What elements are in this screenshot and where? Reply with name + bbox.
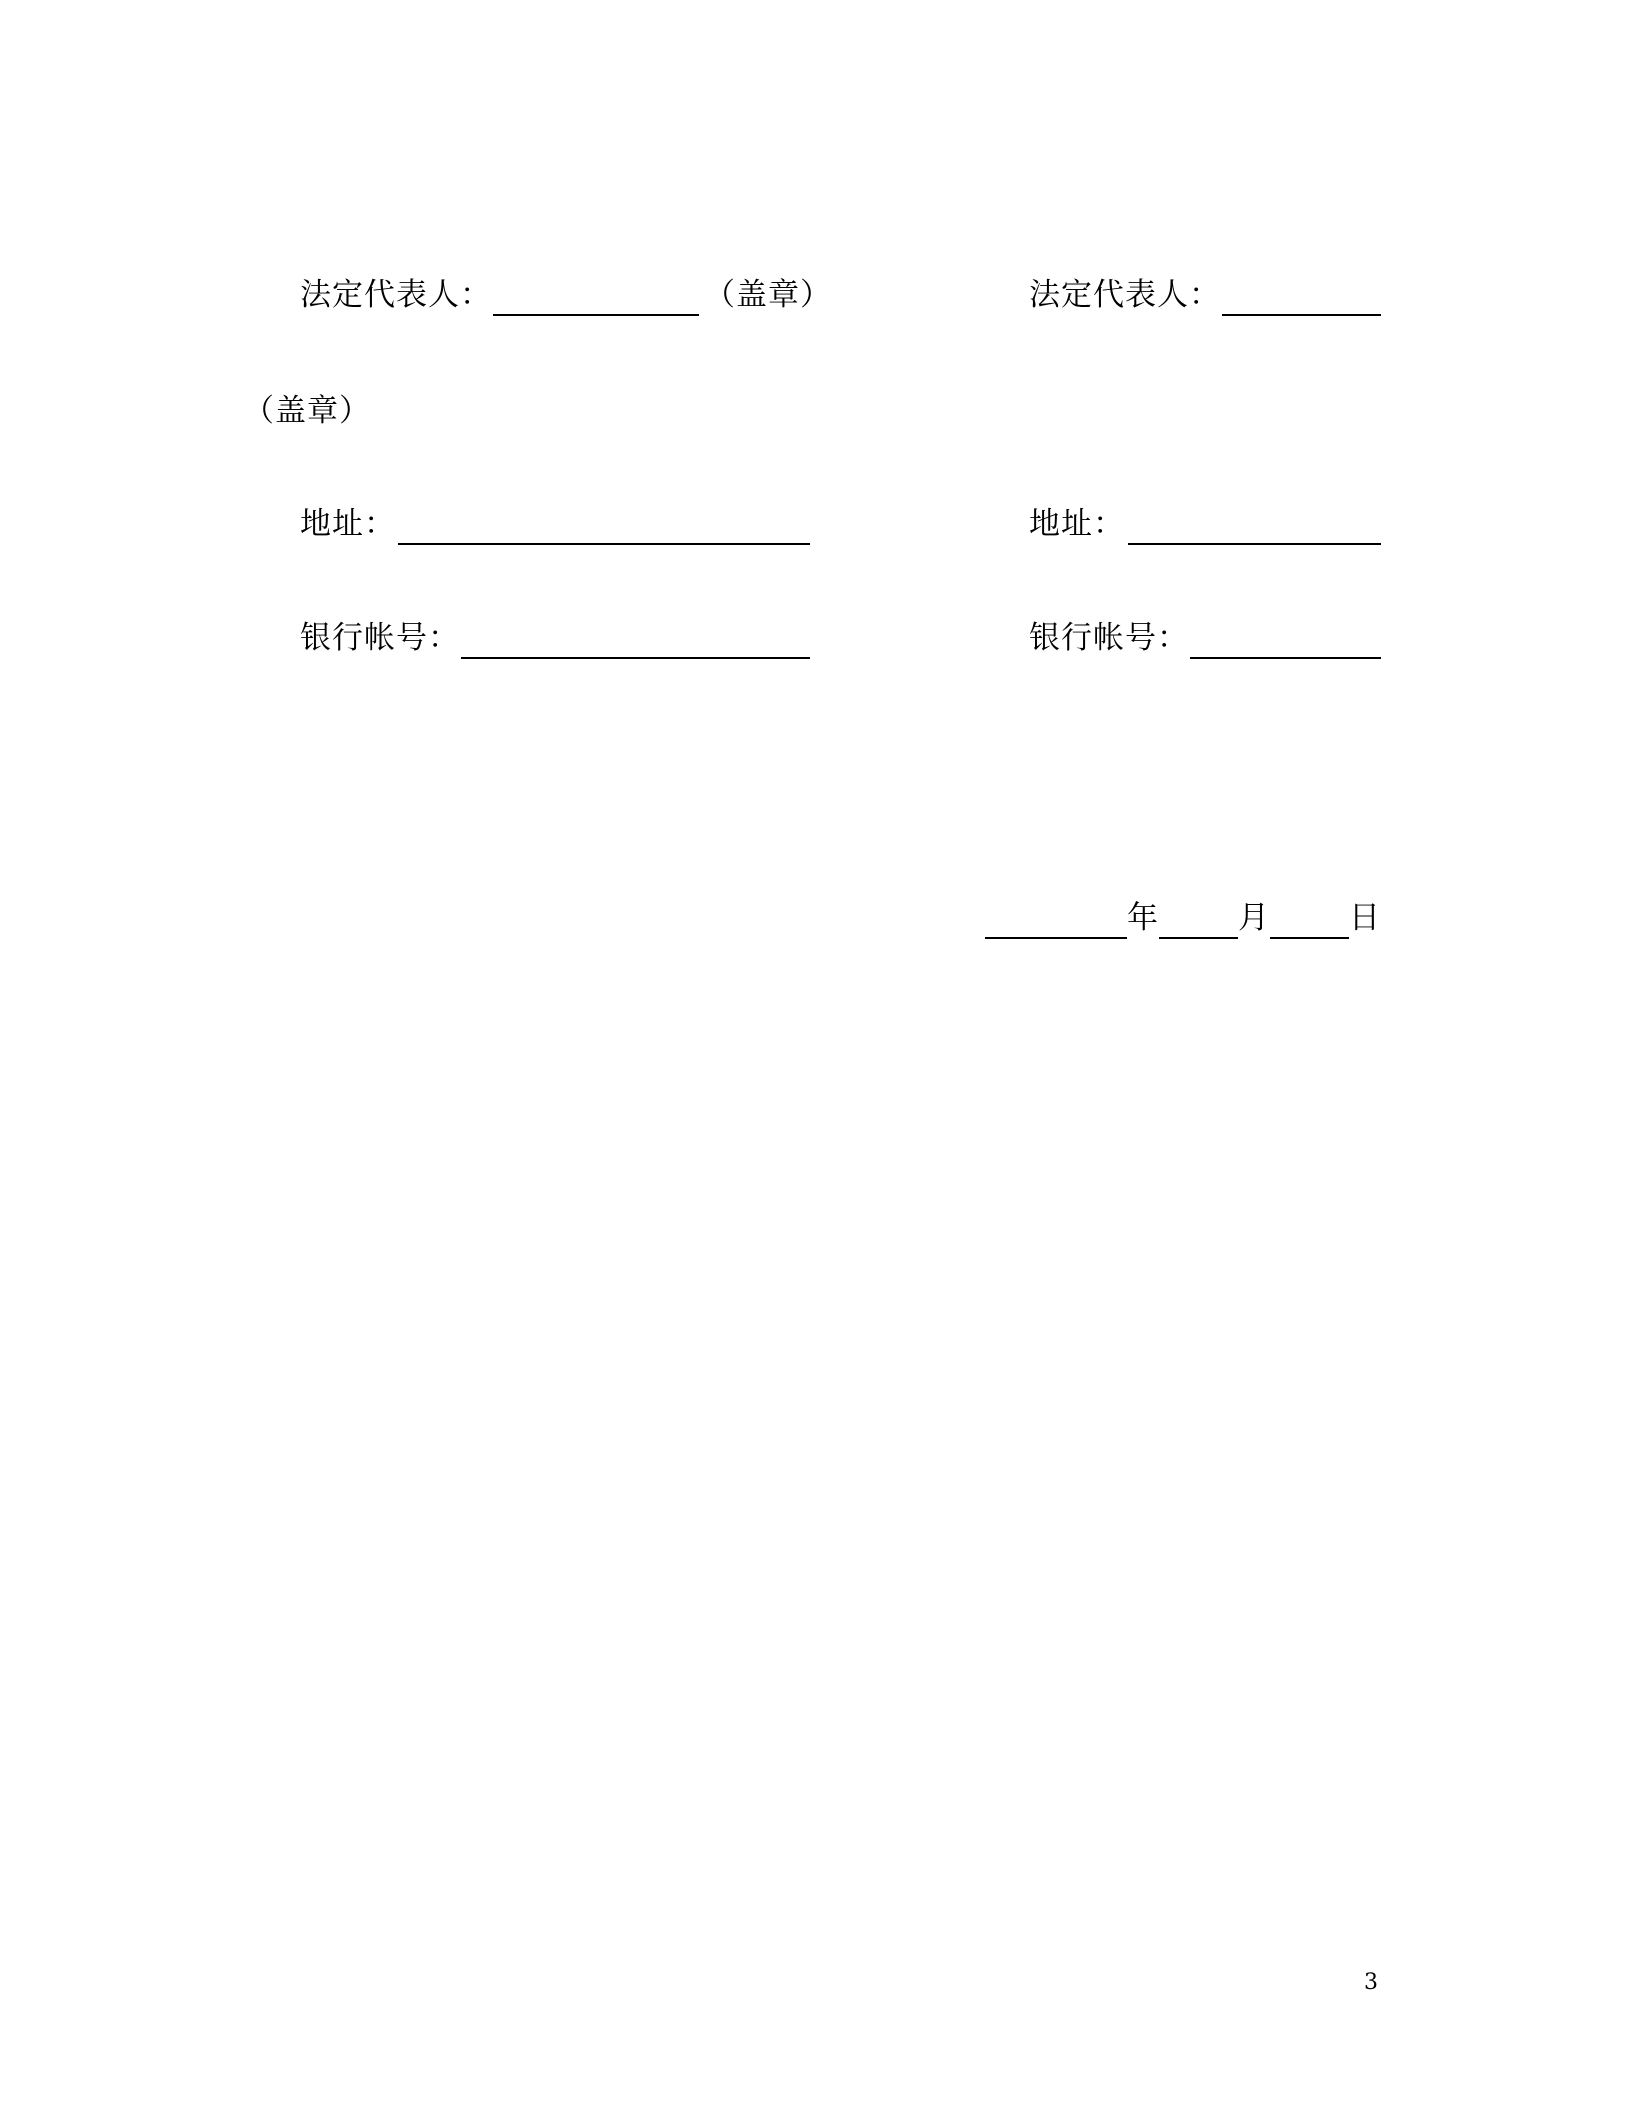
left-bank-account-blank[interactable] [461,657,810,659]
left-address-blank[interactable] [398,543,810,545]
date-month-blank[interactable] [1159,937,1238,939]
date-year-label: 年 [1127,900,1159,936]
date-year-blank[interactable] [985,937,1127,939]
left-bank-account-label: 银行帐号： [300,620,460,656]
left-seal-inline: （盖章） [704,277,832,313]
left-legal-rep-label: 法定代表人： [300,277,492,313]
right-bank-account-label: 银行帐号： [1029,620,1189,656]
right-address-blank[interactable] [1128,543,1381,545]
right-legal-rep-blank[interactable] [1222,314,1381,316]
left-seal-wrapped: （盖章） [243,393,371,429]
date-day-blank[interactable] [1270,937,1349,939]
page-number: 3 [1364,1970,1378,1995]
left-address-label: 地址： [300,506,396,542]
right-legal-rep-label: 法定代表人： [1029,277,1221,313]
left-legal-rep-blank[interactable] [493,314,699,316]
right-bank-account-blank[interactable] [1190,657,1381,659]
date-day-label: 日 [1349,900,1381,936]
right-address-label: 地址： [1029,506,1125,542]
date-month-label: 月 [1238,900,1270,936]
